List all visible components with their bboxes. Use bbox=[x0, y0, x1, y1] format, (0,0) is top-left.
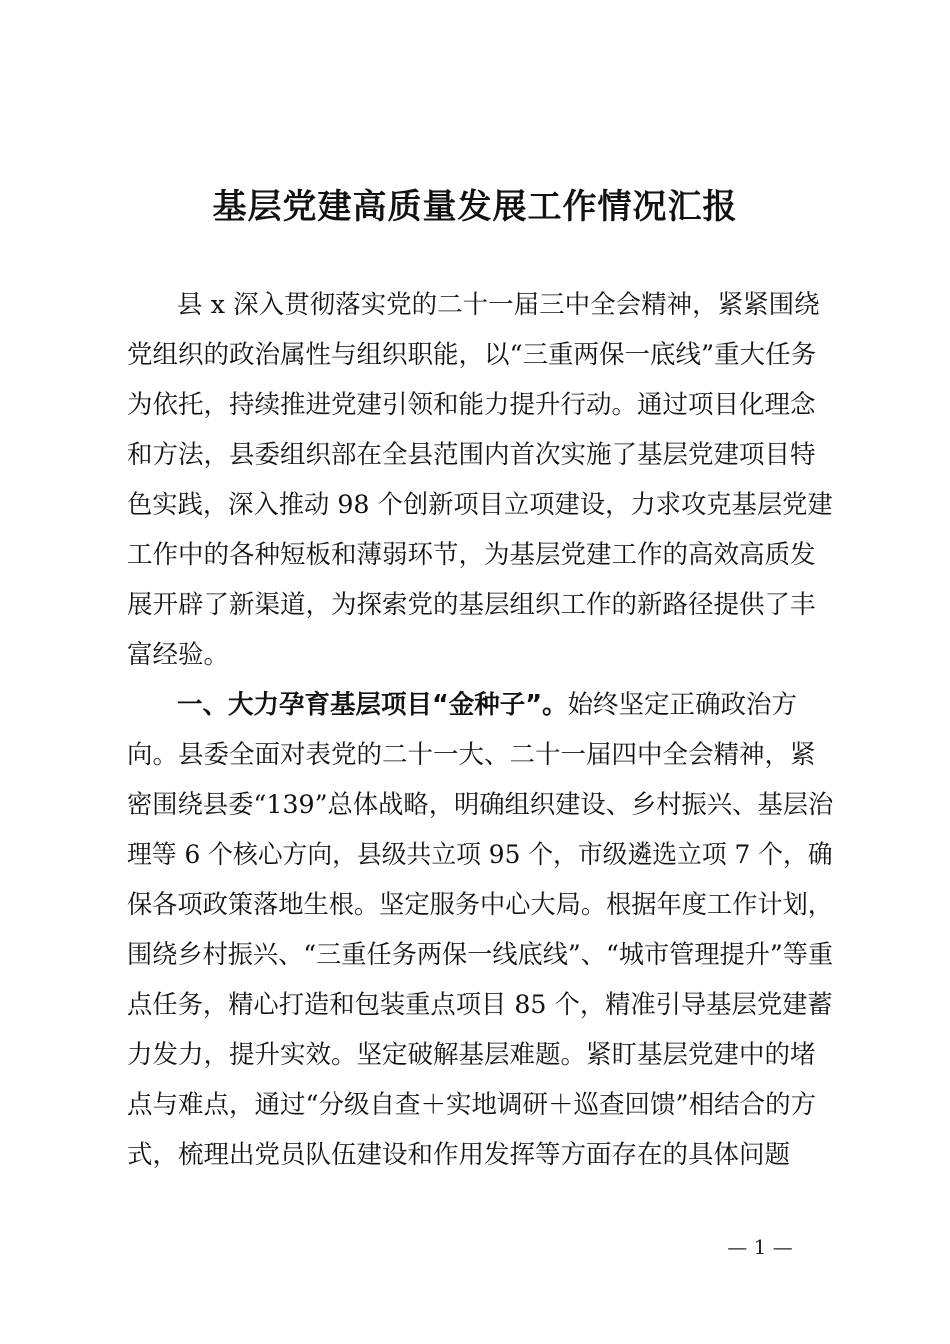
section-heading: 一、大力孕育基层项目“金种子”。 bbox=[177, 690, 568, 720]
page-number: — 1 — bbox=[727, 1235, 793, 1259]
paragraph-line: 力发力，提升实效。坚定破解基层难题。紧盯基层党建中的堵 bbox=[127, 1040, 816, 1070]
paragraph-line: 为依托，持续推进党建引领和能力提升行动。通过项目化理念 bbox=[127, 390, 816, 420]
paragraph-line: 点与难点，通过“分级自查＋实地调研＋巡查回馈”相结合的方 bbox=[127, 1090, 817, 1120]
paragraph-line: 保各项政策落地生根。坚定服务中心大局。根据年度工作计划， bbox=[127, 890, 834, 920]
paragraph-line: 工作中的各种短板和薄弱环节，为基层党建工作的高效高质发 bbox=[127, 540, 816, 570]
paragraph-line: 富经验。 bbox=[127, 640, 230, 670]
paragraph-line: 县 x 深入贯彻落实党的二十一届三中全会精神，紧紧围绕 bbox=[177, 290, 820, 320]
paragraph-line: 理等 6 个核心方向，县级共立项 95 个，市级遴选立项 7 个，确 bbox=[127, 840, 833, 870]
paragraph-line: 党组织的政治属性与组织职能，以“三重两保一底线”重大任务 bbox=[127, 340, 817, 370]
paragraph-line: 色实践，深入推动 98 个创新项目立项建设，力求攻克基层党建 bbox=[127, 490, 833, 520]
paragraph-line: 展开辟了新渠道，为探索党的基层组织工作的新路径提供了丰 bbox=[127, 590, 816, 620]
paragraph-line: 围绕乡村振兴、“三重任务两保一线底线”、“城市管理提升”等重 bbox=[127, 940, 834, 970]
paragraph-line: 密围绕县委“139”总体战略，明确组织建设、乡村振兴、基层治 bbox=[127, 790, 834, 820]
document-title: 基层党建高质量发展工作情况汇报 bbox=[212, 187, 738, 227]
section-first-line-text: 始终坚定正确政治方 bbox=[567, 690, 798, 720]
paragraph-line: 式，梳理出党员队伍建设和作用发挥等方面存在的具体问题 bbox=[127, 1140, 791, 1170]
section-first-line bbox=[177, 683, 797, 727]
paragraph-line: 向。县委全面对表党的二十一大、二十一届四中全会精神，紧 bbox=[127, 740, 816, 770]
paragraph-line: 点任务，精心打造和包装重点项目 85 个，精准引导基层党建蓄 bbox=[127, 990, 833, 1020]
paragraph-line: 和方法，县委组织部在全县范围内首次实施了基层党建项目特 bbox=[127, 440, 816, 470]
